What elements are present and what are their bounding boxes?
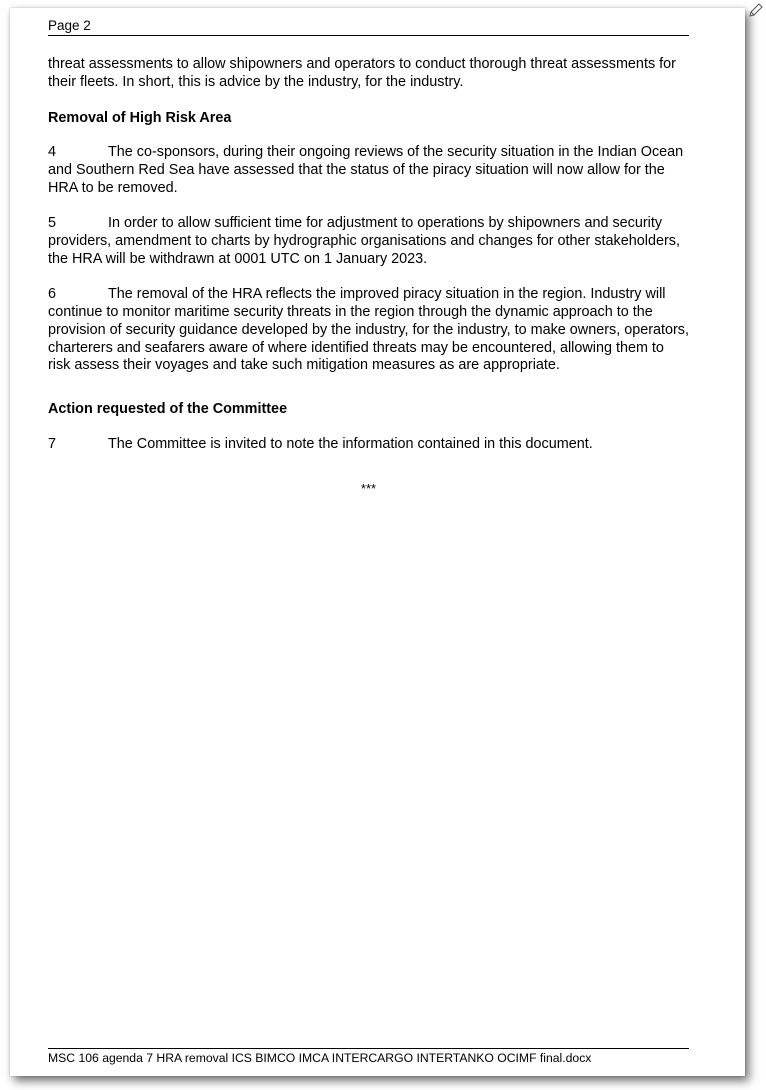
- page-header: Page 2: [48, 17, 689, 36]
- paragraph-text: In order to allow sufficient time for adjustment to operations by shipowners and security providers, amendment to charts by hydrographic organisations and changes for other stakeholders, the HRA will be withdrawn at 0001 UTC on 1 January 2023.: [48, 215, 680, 267]
- paragraph-text: The Committee is invited to note the information contained in this document.: [108, 435, 593, 452]
- paragraph-number: 6: [48, 286, 57, 303]
- lead-paragraph: threat assessments to allow shipowners and operators to conduct thorough threat assessments for their fleets. In short, this is advice by the industry, for the industry.: [48, 56, 676, 90]
- paragraph-4: [48, 144, 689, 197]
- section-heading-action: Action requested of the Committee: [48, 401, 288, 418]
- paragraph-number: 5: [48, 215, 57, 232]
- paragraph-text: The co-sponsors, during their ongoing reviews of the security situation in the Indian Ocean and Southern Red Sea have assessed that the status of the piracy situation will now allow for the HRA to be removed.: [48, 144, 684, 196]
- paragraph-text: The removal of the HRA reflects the improved piracy situation in the region. Industry will continue to monitor maritime security threats in the region through the dynamic approach to the provision of security guidance developed by the industry, for the industry, to make owners, operators, charterers and seafarers aware of where identified threats may be encountered, allowing them to risk assess their voyages and take such mitigation measures as are appropriate.: [48, 286, 689, 374]
- document-body: [48, 56, 689, 498]
- section-heading-removal: Removal of High Risk Area: [48, 109, 232, 126]
- paragraph-7: [48, 436, 689, 454]
- paragraph-6: [48, 286, 689, 375]
- page-footer: MSC 106 agenda 7 HRA removal ICS BIMCO IMCA INTERCARGO INTERTANKO OCIMF final.docx: [48, 1048, 689, 1066]
- paragraph-5: [48, 215, 689, 268]
- end-marker: ***: [360, 480, 377, 496]
- document-page: [10, 8, 745, 1076]
- paragraph-number: 4: [48, 144, 57, 161]
- paragraph-number: 7: [48, 435, 57, 452]
- edit-pen-icon[interactable]: [748, 2, 764, 18]
